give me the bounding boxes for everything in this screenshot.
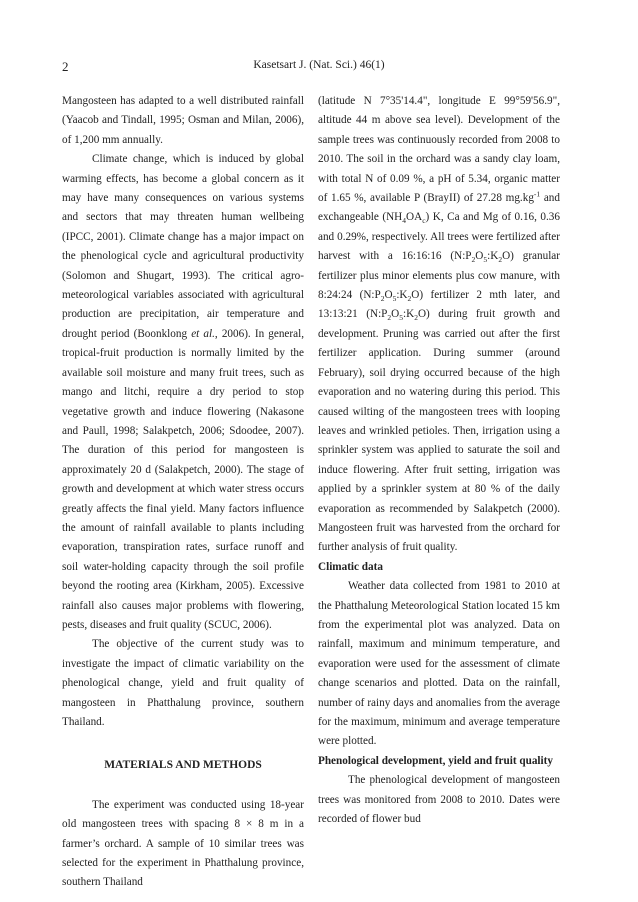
subscript: 2 xyxy=(498,255,503,265)
subheading-phenological-development: Phenological development, yield and fruit quality xyxy=(318,754,553,767)
subscript: 2 xyxy=(471,255,476,265)
superscript: -1 xyxy=(533,189,541,199)
subscript: 5 xyxy=(399,313,403,323)
subscript: 5 xyxy=(483,255,488,265)
paragraph-climate-change xyxy=(62,150,304,635)
text-segment: :K xyxy=(487,250,499,263)
paragraph-intro: Mangosteen has adapted to a well distributed rainfall (Yaacob and Tindall, 1995; Osman and Milan, 2006), of 1,200 mm annually. xyxy=(62,95,304,146)
text-segment: and exchangeable (NH xyxy=(318,192,560,224)
subscript: 5 xyxy=(392,294,397,304)
subscript: 4 xyxy=(402,216,407,226)
running-head: Kasetsart J. (Nat. Sci.) 46(1) xyxy=(253,59,385,71)
paragraph-experiment: The experiment was conducted using 18-year old mangosteen trees with spacing 8 × 8 m in a farmer’s orchard. A sample of 10 similar trees was selected for the experiment in Phatthalung province, southern Thailand xyxy=(62,798,304,889)
italic-et-al: et al. xyxy=(191,327,215,340)
subheading-climatic-data: Climatic data xyxy=(318,560,383,573)
text-segment: , 2006). In general, tropical-fruit production is normally limited by the available soil moisture and many fruit trees, such as mango and litchi, require a dry period to stop vegetative growth and induce flowering (Nakasone and Paull, 1998; Salakpetch, 2006; Sdoodee, 2007). The duration of this period for mangosteen is approximately 20 d (Salakpetch, 2000). The stage of growth and development at which water stress occurs greatly affects the final yield. Many factors influence the amount of rainfall available to plants including evaporation, transpiration rates, surface runoff and soil water-holding capacity through the soil profile beyond the rooting area (Kirkham, 2005). Excessive rainfall also causes major problems with flowering, pests, diseases and fruit quality (SCUC, 2006). xyxy=(62,327,304,631)
subscript: c xyxy=(422,216,426,226)
subscript: 2 xyxy=(380,294,385,304)
page-number: 2 xyxy=(62,59,69,74)
text-segment: O) granular fertilizer plus minor elements plus cow manure, with 8:24:24 (N:P xyxy=(318,250,561,302)
paragraph-site-description xyxy=(318,92,560,558)
subscript: 2 xyxy=(387,313,392,323)
right-column xyxy=(318,92,560,829)
paragraph-weather-data: Weather data collected from 1981 to 2010 at the Phatthalung Meteorological Station located 15 km from the experimental plot was analyzed. Data on rainfall, maximum and minimum temperature, and evaporation were used for the assessment of climate change scenarios and plotted. Data on the rainfall, number of rainy days and anomalies from the average for the maximum, minimum and average temperature were plotted. xyxy=(318,580,560,748)
subscript: 2 xyxy=(407,294,412,304)
text-segment: :K xyxy=(396,289,408,302)
page-header xyxy=(62,59,576,77)
text-segment: O) fertilizer 2 mth later, and 13:13:21 (N:P xyxy=(318,289,560,321)
text-segment: O xyxy=(384,289,393,302)
text-segment: Climate change, which is induced by global warming effects, has become a global concern as it may have many consequences on various systems and sectors that may threaten human wellbeing (IPCC, 2001). Climate change has a major impact on the phenological cycle and agricultural productivity (Solomon and Shugart, 1993). The critical agro-meteorological variables associated with agricultural production are precipitation, air temperature and drought period (Boonklong xyxy=(62,153,304,340)
text-segment: O) during fruit growth and development. Pruning was carried out after the first fertilizer application. During summer (around February), soil drying occurred because of the high evaporation and no watering during this period. This caused wilting of the mangosteen trees with looping leaves and wrinkled petioles. Then, irrigation using a sprinkler system was applied to saturate the soil and induce flowering. After fruit setting, irrigation was applied by a sprinkler system at 80 % of the daily evaporation as recommended by Salakpetch (2000). Mangosteen fruit was harvested from the orchard for further analysis of fruit quality. xyxy=(318,308,560,554)
text-segment: OA xyxy=(406,211,423,224)
text-segment: O xyxy=(475,250,484,263)
text-segment: ) K, Ca and Mg of 0.16, 0.36 and 0.29%, respectively. All trees were fertilized after harvest with a 16:16:16 (N:P xyxy=(318,211,560,263)
text-segment: (latitude N 7°35'14.4", longitude E 99°59'56.9", altitude 44 m above sea level). Development of the sample trees was continuously recorded from 2008 to 2010. The soil in the orchard was a sandy clay loam, with total N of 0.09 %, a pH of 5.34, organic matter of 1.65 %, available P (BrayII) of 27.28 mg.kg xyxy=(318,95,560,205)
subscript: 2 xyxy=(414,313,418,323)
section-heading-materials-methods: MATERIALS AND METHODS xyxy=(104,759,262,772)
text-segment: :K xyxy=(403,308,415,321)
left-column xyxy=(62,92,304,893)
paragraph-phenology: The phenological development of mangosteen trees was monitored from 2008 to 2010. Dates were recorded of flower bud xyxy=(318,774,560,826)
paragraph-objective: The objective of the current study was to investigate the impact of climatic variability on the phenological change, yield and fruit quality of mangosteen in Phatthalung province, southern Thailand. xyxy=(62,638,304,728)
text-segment: O xyxy=(391,308,400,321)
